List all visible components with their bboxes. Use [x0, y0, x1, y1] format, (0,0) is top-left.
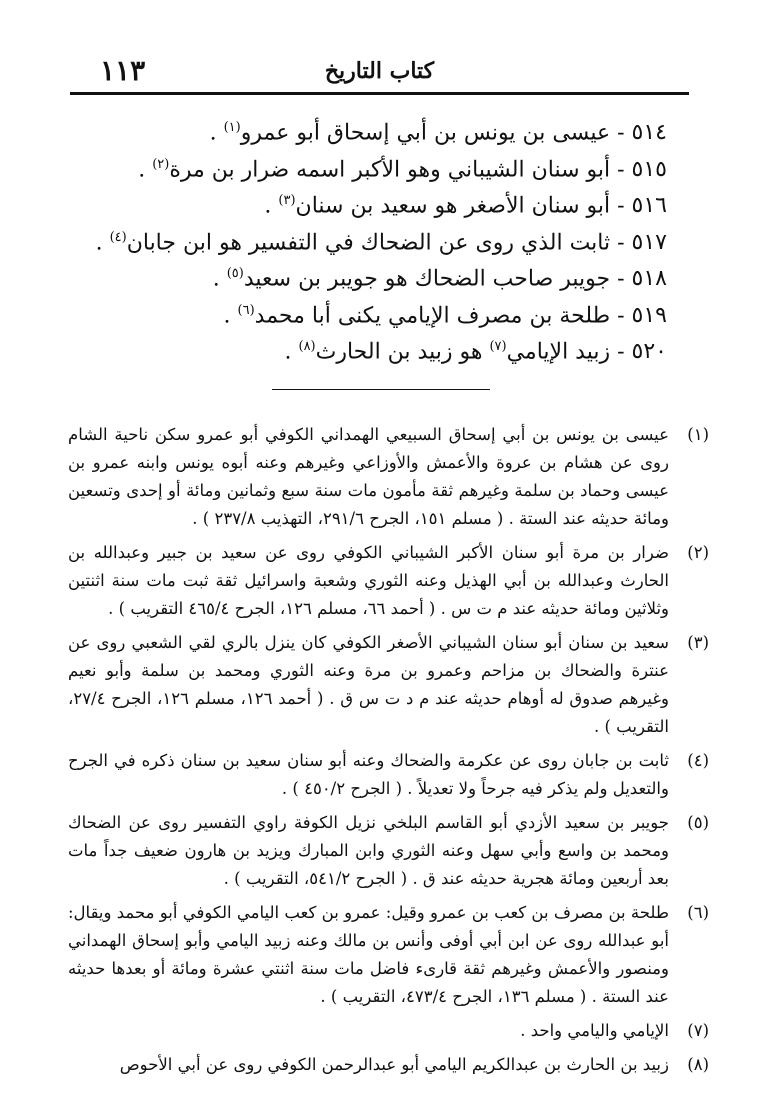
footnote-text: سعيد بن سنان أبو سنان الشيباني الأصغر الكوفي كان ينزل بالري لقي الشعبي روى عن عنترة والضحاك بن مزاحم وعمرو بن مرة وعنه الثوري ومحمد بن سلمة وأبو نعيم وغيرهم صدوق له أوهام حديثه عند م د ت س ق . ( أحمد ١٢٦، مسلم ١٢٦، الجرح ٢٧/٤، التقريب ) . [68, 633, 669, 736]
footnote-text: ثابت بن جابان روى عن عكرمة والضحاك وعنه أبو سنان سعيد بن سنان ذكره في الجرح والتعديل ولم يذكر فيه جرحاً ولا تعديلاً . ( الجرح ٤٥٠/٢ ) . [68, 751, 669, 798]
entry-515: ٥١٥ - أبو سنان الشيباني وهو الأكبر اسمه ضرار بن مرة$^{(٢)}$ . [70, 147, 667, 184]
entry-520: ٥٢٠ - زبيد الإيامي$^{(٧)}$ هو زبيد بن الحارث$^{(٨)}$ . [70, 329, 667, 366]
footnote-8 [68, 1051, 709, 1079]
page-number: ١١٣ [100, 54, 146, 87]
entry-517: ٥١٧ - ثابت الذي روى عن الضحاك في التفسير هو ابن جابان$^{(٤)}$ . [70, 220, 667, 257]
entry-518: ٥١٨ - جويبر صاحب الضحاك هو جويبر بن سعيد$^{(٥)}$ . [70, 256, 667, 293]
entry-tail: . [212, 266, 220, 292]
entry-number: ٥١٨ [631, 266, 667, 292]
entry-number: ٥١٥ [631, 156, 667, 182]
footnote-marker: (٣) [687, 633, 709, 652]
footnote-ref: (٥) [226, 266, 244, 281]
footnote-ref: (٣) [278, 193, 296, 208]
entry-number: ٥١٤ [631, 120, 667, 146]
footnote-1 [68, 421, 709, 533]
footnote-4 [68, 747, 709, 803]
entry-number: ٥١٩ [631, 302, 667, 328]
entry-number: ٥١٧ [631, 229, 667, 255]
footnote-text: ضرار بن مرة أبو سنان الأكبر الشيباني الكوفي روى عن سعيد بن جبير وعبدالله بن الحارث وعبدالله بن أبي الهذيل وعنه الثوري وشعبة واسرائيل ثقة ثبت مات سنة اثنتين وثلاثين ومائة حديثه عند م ت س . ( أحمد ٦٦، مسلم ١٢٦، الجرح ٤٦٥/٤ التقريب ) . [68, 543, 669, 618]
footnote-marker: (٧) [687, 1021, 709, 1040]
footnote-text: الإيامي واليامي واحد . [520, 1021, 669, 1040]
footnote-ref: (٨) [298, 339, 316, 354]
entry-text-continued: هو زبيد بن الحارث [315, 339, 483, 365]
footnote-marker: (١) [687, 425, 709, 444]
footnote-marker: (٦) [687, 903, 709, 922]
footnote-marker: (٤) [687, 751, 709, 770]
entry-text: أبو سنان الأصغر هو سعيد بن سنان [295, 193, 611, 219]
entry-number: ٥١٦ [631, 193, 667, 219]
entry-text: ثابت الذي روى عن الضحاك في التفسير هو ابن جابان [126, 229, 611, 255]
footnote-6 [68, 899, 709, 1011]
entry-text: عيسى بن يونس بن أبي إسحاق أبو عمرو [240, 120, 611, 146]
entry-514: ٥١٤ - عيسى بن يونس بن أبي إسحاق أبو عمرو$^{(١)}$ . [70, 110, 667, 147]
footnotes [68, 421, 709, 1085]
footnote-ref: (٦) [237, 302, 255, 318]
entry-text: أبو سنان الشيباني وهو الأكبر اسمه ضرار بن مرة [169, 156, 611, 182]
entry-number: ٥٢٠ [631, 339, 667, 365]
footnote-5 [68, 809, 709, 893]
entry-tail: . [223, 302, 231, 328]
footnote-divider [272, 389, 490, 390]
entries-list [70, 110, 667, 366]
entry-516: ٥١٦ - أبو سنان الأصغر هو سعيد بن سنان$^{(٣)}$ . [70, 183, 667, 220]
footnote-text: عيسى بن يونس بن أبي إسحاق السبيعي الهمداني الكوفي أبو عمرو سكن ناحية الشام روى عن هشام بن عروة والأعمش والأوزاعي وغيرهم وعنه أبوه يونس وابنه عمرو بن عيسى وحماد بن سلمة وغيرهم ثقة مأمون مات سنة سبع وثمانين ومائة أو إحدى وتسعين ومائة حديثه عند الستة . ( مسلم ١٥١، الجرح ٢٩١/٦، التهذيب ٢٣٧/٨ ) . [68, 425, 669, 528]
entry-text: جويبر صاحب الضحاك هو جويبر بن سعيد [243, 266, 611, 292]
footnote-text: جويبر بن سعيد الأزدي أبو القاسم البلخي نزيل الكوفة راوي التفسير روى عن الضحاك ومحمد بن واسع وأبي سهل وعنه الثوري وابن المبارك ويزيد بن هارون ضعيف جداً مات بعد أربعين ومائة هجرية حديثه عند ق . ( الجرح ٥٤١/٢، التقريب ) . [68, 813, 669, 888]
footnote-ref: (٢) [152, 156, 170, 172]
entry-tail: . [284, 339, 292, 365]
entry-519: ٥١٩ - طلحة بن مصرف الإيامي يكنى أبا محمد$^{(٦)}$ . [70, 293, 667, 330]
entry-text: طلحة بن مصرف الإيامي يكنى أبا محمد [254, 302, 611, 328]
footnote-text: طلحة بن مصرف بن كعب بن عمرو وقيل: عمرو بن كعب اليامي الكوفي أبو محمد ويقال: أبو عبدالله روى عن ابن أبي أوفى وأنس بن مالك وعنه زبيد اليامي وأبو إسحاق الهمداني ومنصور والأعمش وغيرهم ثقة قارىء فاضل مات سنة اثنتي عشرة ومائة أو بعدها حديثه عند الستة . ( مسلم ١٣٦، الجرح ٤٧٣/٤، التقريب ) . [68, 903, 669, 1006]
page-title: كتاب التاريخ [324, 58, 435, 84]
entry-tail: . [95, 229, 103, 255]
footnote-ref: (٧) [489, 339, 507, 354]
footnote-marker: (٢) [687, 543, 709, 562]
entry-tail: . [209, 120, 217, 146]
footnote-marker: (٨) [687, 1055, 709, 1074]
entry-tail: . [264, 193, 272, 219]
page-header [70, 52, 689, 95]
entry-text: زبيد الإيامي [506, 339, 611, 365]
footnote-marker: (٥) [687, 813, 709, 832]
footnote-2 [68, 539, 709, 623]
entry-tail: . [138, 156, 146, 182]
footnote-7 [68, 1017, 709, 1045]
footnote-ref: (٤) [109, 229, 127, 245]
footnote-ref: (١) [223, 120, 241, 135]
footnote-3 [68, 629, 709, 741]
footnote-text: زبيد بن الحارث بن عبدالكريم اليامي أبو عبدالرحمن الكوفي روى عن أبي الأحوص [119, 1055, 669, 1074]
